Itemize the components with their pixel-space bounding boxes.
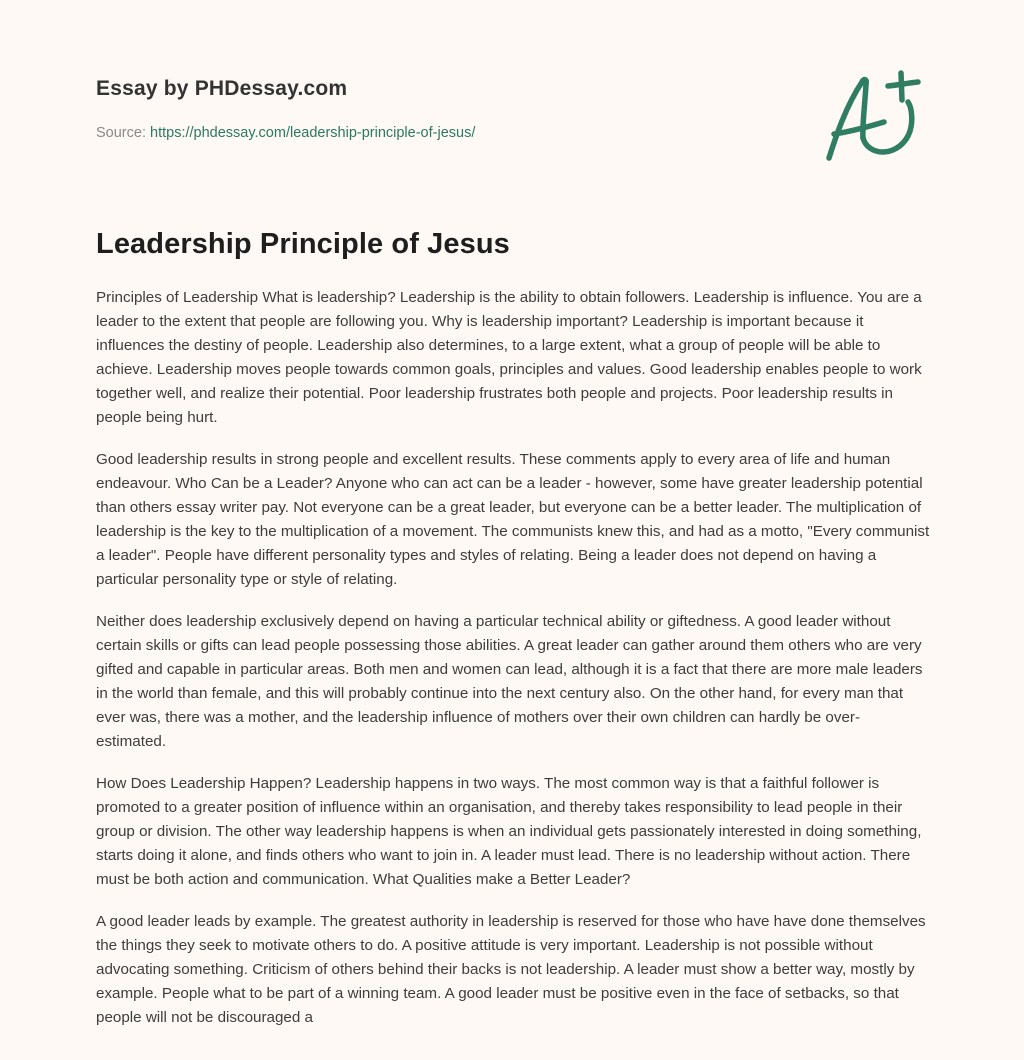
source-line bbox=[96, 123, 656, 143]
source-link[interactable]: https://phdessay.com/leadership-principle-of-jesus/ bbox=[150, 125, 476, 141]
essay-paragraph: A good leader leads by example. The greatest authority in leadership is reserved for those who have have done themselves the things they seek to motivate others to do. A positive attitude is very important. Leadership is not possible without advocating something. Criticism of others behind their backs is not leadership. A leader must show a better way, mostly by example. People what to be part of a winning team. A good leader must be positive even in the face of setbacks, so that people will not be discouraged a bbox=[96, 913, 926, 1026]
essay-header bbox=[96, 74, 656, 143]
brand-title: Essay by PHDessay.com bbox=[96, 77, 348, 100]
essay-paragraph: Good leadership results in strong people and excellent results. These comments apply to every area of life and human endeavour. Who Can be a Leader? Anyone who can act can be a leader - however, some have greater leadership potential than others essay writer pay. Not everyone can be a great leader, but everyone can be a better leader. The multiplication of leadership is the key to the multiplication of a movement. The communists knew this, and had as a motto, "Every communist a leader". People have different personality types and styles of relating. Being a leader does not depend on having a particular personality type or style of relating. bbox=[96, 451, 930, 588]
essay-paragraph: How Does Leadership Happen? Leadership happens in two ways. The most common way is that a faithful follower is promoted to a greater position of influence within an organisation, and thereby takes responsibility to lead people in their group or division. The other way leadership happens is when an individual gets passionately interested in doing something, starts doing it alone, and finds others who want to join in. A leader must lead. There is no leadership without action. There must be both action and communication. What Qualities make a Better Leader? bbox=[96, 775, 922, 888]
essay-paragraph: Principles of Leadership What is leadership? Leadership is the ability to obtain followers. Leadership is influence. You are a leader to the extent that people are following you. Why is leadership important? Leadership is important because it influences the destiny of people. Leadership also determines, to a large extent, what a group of people will be able to achieve. Leadership moves people towards common goals, principles and values. Good leadership enables people to work together well, and realize their potential. Poor leadership frustrates both people and projects. Poor leadership results in people being hurt. bbox=[96, 289, 922, 426]
essay-body bbox=[96, 286, 930, 1048]
essay-title: Leadership Principle of Jesus bbox=[96, 228, 510, 260]
source-label: Source: bbox=[96, 125, 146, 141]
a-plus-grade-icon bbox=[818, 66, 938, 166]
essay-paragraph: Neither does leadership exclusively depend on having a particular technical ability or giftedness. A good leader without certain skills or gifts can lead people possessing those abilities. A great leader can gather around them others who are very gifted and capable in particular areas. Both men and women can lead, although it is a fact that there are more male leaders in the world than female, and this will probably continue into the next century also. On the other hand, for every man that ever was, there was a mother, and the leadership influence of mothers over their own children can hardly be over-estimated. bbox=[96, 613, 923, 750]
